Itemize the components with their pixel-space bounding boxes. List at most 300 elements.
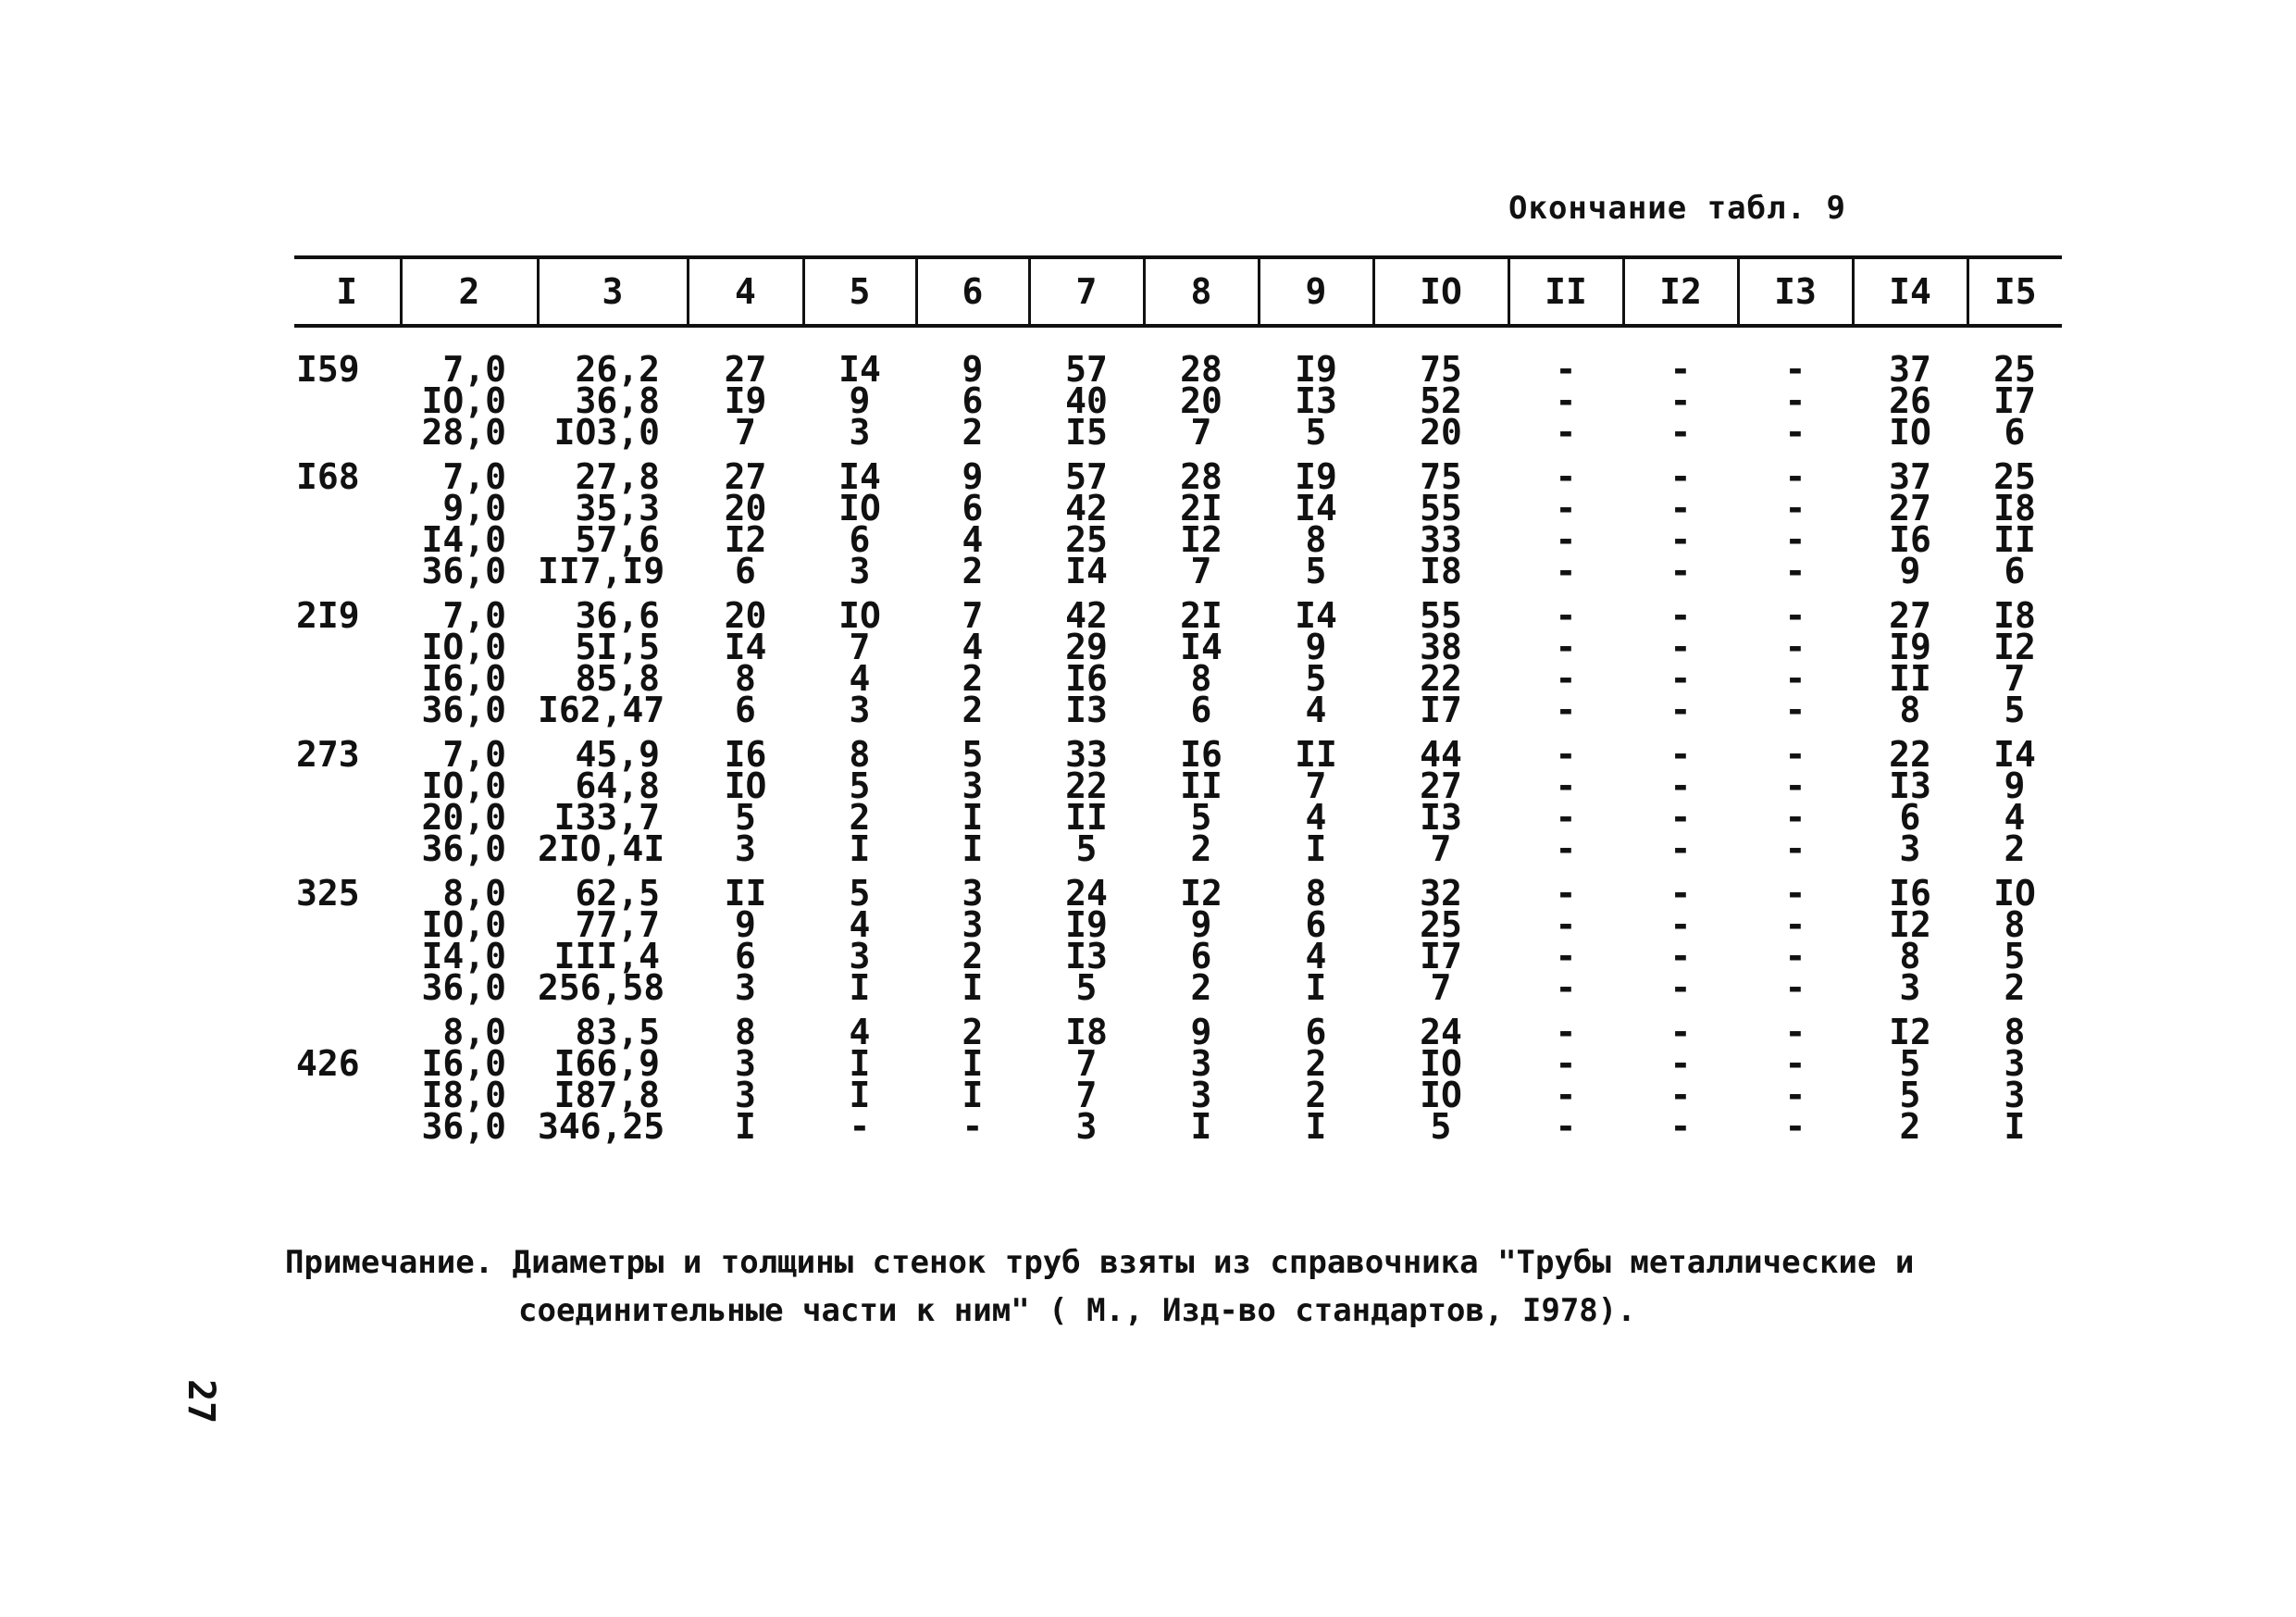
table-cell: [916, 456, 1029, 600]
cell-value: 2I: [1180, 488, 1222, 529]
table-cell: [1259, 326, 1373, 461]
table-cell: [803, 326, 916, 461]
cell-value: I2: [1180, 519, 1222, 560]
cell-value: 9: [1190, 904, 1212, 945]
cell-value: 3: [962, 873, 984, 914]
cell-value: 3: [849, 412, 871, 453]
table-cell: [688, 873, 803, 1016]
table-cell: [401, 326, 538, 461]
table-header-row: [294, 257, 2062, 326]
cell-value: IO: [1993, 873, 2036, 914]
row-label: 426: [296, 1043, 360, 1084]
table-cell: [401, 873, 538, 1016]
cell-value: -: [1555, 456, 1577, 497]
cell-value: 256,58: [538, 967, 665, 1008]
table-cell: [1373, 734, 1508, 877]
cell-value: 22: [1420, 658, 1462, 699]
cell-value: I: [962, 797, 984, 838]
table-cell: [688, 456, 803, 600]
row-label-cell: [294, 873, 401, 1016]
cell-value: 26,2: [575, 349, 660, 390]
table-cell: [1373, 595, 1508, 739]
cell-value: I: [1305, 828, 1327, 869]
cell-value: 27: [1420, 765, 1462, 806]
cell-value: -: [1555, 519, 1577, 560]
cell-value: 40: [1065, 380, 1108, 421]
row-label-cell: [294, 595, 401, 739]
cell-value: I9: [1295, 456, 1337, 497]
table-cell: [1259, 456, 1373, 600]
table-cell: [1853, 456, 1967, 600]
table-cell: [916, 1012, 1029, 1155]
cell-value: 7: [1430, 967, 1452, 1008]
cell-value: 5: [1899, 1043, 1921, 1084]
table-cell: [1144, 1012, 1259, 1155]
table-cell: [1853, 1012, 1967, 1155]
cell-value: 6: [735, 936, 756, 976]
cell-value: 28,0: [421, 412, 506, 453]
cell-value: 5I,5: [575, 627, 660, 667]
cell-value: I9: [1889, 627, 1931, 667]
table-cell: [401, 595, 538, 739]
cell-value: -: [1669, 1075, 1692, 1115]
cell-value: IO,0: [421, 765, 506, 806]
cell-value: -: [1669, 412, 1692, 453]
cell-value: 4: [1305, 797, 1327, 838]
column-header-1: I: [336, 271, 358, 312]
cell-value: I6: [1889, 873, 1931, 914]
cell-value: -: [1669, 595, 1692, 636]
cell-value: IO,0: [421, 627, 506, 667]
table-cell: [1738, 456, 1853, 600]
cell-value: 6: [962, 380, 984, 421]
note-line-2: соединительные части к ним" ( М., Изд-во стандартов, I978).: [518, 1292, 1636, 1329]
cell-value: 6: [962, 488, 984, 529]
table-cell: [1508, 873, 1623, 1016]
table-row: [294, 877, 2062, 1016]
cell-value: 6: [735, 551, 756, 591]
cell-value: 5: [1899, 1075, 1921, 1115]
cell-value: 35,3: [575, 488, 660, 529]
cell-value: 2: [962, 936, 984, 976]
table-cell: [1738, 1012, 1853, 1155]
cell-value: I7: [1420, 690, 1462, 730]
cell-value: 6: [1305, 904, 1327, 945]
cell-value: 9: [1305, 627, 1327, 667]
cell-value: 3: [849, 936, 871, 976]
table-cell: [1508, 1012, 1623, 1155]
table-cell: [1029, 326, 1144, 461]
cell-value: I6,0: [421, 658, 506, 699]
cell-value: IO: [838, 488, 881, 529]
cell-value: -: [1784, 765, 1806, 806]
cell-value: 5: [849, 765, 871, 806]
cell-value: -: [1669, 904, 1692, 945]
cell-value: I4: [1065, 551, 1108, 591]
cell-value: -: [1555, 734, 1577, 775]
cell-value: -: [1555, 1075, 1577, 1115]
cell-value: I6: [1065, 658, 1108, 699]
cell-value: I3: [1065, 690, 1108, 730]
page-number: 27: [180, 1379, 222, 1424]
cell-value: 57: [1065, 349, 1108, 390]
table-cell: [1029, 1012, 1144, 1155]
cell-value: 64,8: [575, 765, 660, 806]
row-label: I68: [296, 456, 360, 497]
cell-value: 26: [1889, 380, 1931, 421]
cell-value: 8: [1305, 873, 1327, 914]
row-label-cell: [294, 734, 401, 877]
cell-value: 9: [2004, 765, 2026, 806]
table-cell: [1029, 734, 1144, 877]
cell-value: II: [1889, 658, 1931, 699]
cell-value: 36,6: [575, 595, 660, 636]
cell-value: -: [1555, 627, 1577, 667]
table-row: [294, 739, 2062, 877]
table-body: [294, 326, 2062, 1155]
cell-value: 36,8: [575, 380, 660, 421]
column-header-10: IO: [1373, 257, 1508, 326]
cell-value: 57,6: [575, 519, 660, 560]
cell-value: 38: [1420, 627, 1462, 667]
cell-value: I4: [1180, 627, 1222, 667]
cell-value: I6: [1180, 734, 1222, 775]
column-header-13: I3: [1738, 257, 1853, 326]
cell-value: 44: [1420, 734, 1462, 775]
cell-value: I4: [1295, 488, 1337, 529]
cell-value: -: [1555, 488, 1577, 529]
cell-value: I: [962, 1043, 984, 1084]
cell-value: 5: [962, 734, 984, 775]
cell-value: I4,0: [421, 519, 506, 560]
table-cell: [1144, 326, 1259, 461]
table-cell: [1967, 873, 2062, 1016]
cell-value: I9: [1065, 904, 1108, 945]
cell-value: -: [1669, 519, 1692, 560]
cell-value: 2: [1305, 1075, 1327, 1115]
cell-value: 7: [1305, 765, 1327, 806]
cell-value: 7,0: [442, 349, 506, 390]
row-label: 2I9: [296, 595, 360, 636]
column-header-7: 7: [1029, 257, 1144, 326]
cell-value: IO: [838, 595, 881, 636]
cell-value: -: [1784, 456, 1806, 497]
cell-value: 8: [849, 734, 871, 775]
cell-value: 32: [1420, 873, 1462, 914]
cell-value: I9: [1295, 349, 1337, 390]
cell-value: 3: [735, 967, 756, 1008]
row-label: I59: [296, 349, 360, 390]
cell-value: IO: [1420, 1043, 1462, 1084]
cell-value: 3: [735, 1075, 756, 1115]
table-cell: [1853, 595, 1967, 739]
cell-value: -: [1555, 1106, 1577, 1147]
cell-value: 6: [1190, 936, 1212, 976]
cell-value: II: [1993, 519, 2036, 560]
cell-value: 7,0: [442, 595, 506, 636]
row-label-cell: [294, 326, 401, 461]
cell-value: IO,0: [421, 380, 506, 421]
cell-value: 5: [1305, 551, 1327, 591]
cell-value: 3: [1190, 1043, 1212, 1084]
column-header-14: I4: [1853, 257, 1967, 326]
cell-value: 27,8: [575, 456, 660, 497]
row-label-cell: [294, 1016, 401, 1155]
cell-value: -: [1784, 380, 1806, 421]
table-cell: [1144, 873, 1259, 1016]
table-cell: [1853, 734, 1967, 877]
cell-value: 5: [1190, 797, 1212, 838]
cell-value: 3: [735, 1043, 756, 1084]
cell-value: 4: [962, 627, 984, 667]
cell-value: 20: [1180, 380, 1222, 421]
table-cell: [1967, 326, 2062, 461]
cell-value: 7: [1075, 1075, 1098, 1115]
cell-value: I4: [838, 349, 881, 390]
cell-value: 57: [1065, 456, 1108, 497]
cell-value: 6: [735, 690, 756, 730]
cell-value: -: [1784, 690, 1806, 730]
cell-value: -: [1784, 1106, 1806, 1147]
cell-value: -: [1669, 797, 1692, 838]
cell-value: 3: [1075, 1106, 1098, 1147]
cell-value: 3: [2004, 1075, 2026, 1115]
table-cell: [1144, 595, 1259, 739]
cell-value: 8: [735, 1012, 756, 1052]
table-cell: [1623, 873, 1738, 1016]
table-cell: [803, 734, 916, 877]
cell-value: 9: [962, 456, 984, 497]
table-cell: [1853, 873, 1967, 1016]
cell-value: -: [1555, 551, 1577, 591]
table-cell: [1967, 734, 2062, 877]
cell-value: I: [962, 828, 984, 869]
cell-value: I2: [1180, 873, 1222, 914]
cell-value: I5: [1065, 412, 1108, 453]
cell-value: 3: [735, 828, 756, 869]
cell-value: I2: [1889, 904, 1931, 945]
cell-value: 4: [849, 904, 871, 945]
cell-value: -: [1555, 690, 1577, 730]
cell-value: III,4: [553, 936, 660, 976]
table-cell: [803, 456, 916, 600]
cell-value: I3: [1889, 765, 1931, 806]
cell-value: I6: [724, 734, 767, 775]
table-cell: [688, 1012, 803, 1155]
cell-value: 8: [2004, 1012, 2026, 1052]
cell-value: I2: [724, 519, 767, 560]
cell-value: 36,0: [421, 967, 506, 1008]
cell-value: 8: [1305, 519, 1327, 560]
column-header-9: 9: [1259, 257, 1373, 326]
table-cell: [538, 734, 688, 877]
cell-value: 27: [1889, 595, 1931, 636]
cell-value: 27: [724, 456, 767, 497]
cell-value: 2: [2004, 967, 2026, 1008]
cell-value: I3: [1295, 380, 1337, 421]
cell-value: I3: [1065, 936, 1108, 976]
cell-value: I4: [1295, 595, 1337, 636]
cell-value: I8: [1993, 488, 2036, 529]
row-label-cell: [294, 456, 401, 600]
table-cell: [538, 595, 688, 739]
table-cell: [688, 734, 803, 877]
cell-value: I4: [1993, 734, 2036, 775]
cell-value: 3: [849, 551, 871, 591]
column-header-8: 8: [1144, 257, 1259, 326]
cell-value: 33: [1065, 734, 1108, 775]
cell-value: -: [1555, 797, 1577, 838]
cell-value: 7: [1430, 828, 1452, 869]
cell-value: 4: [849, 658, 871, 699]
table-row: [294, 326, 2062, 461]
cell-value: 83,5: [575, 1012, 660, 1052]
cell-value: 7: [1190, 551, 1212, 591]
cell-value: 6: [1305, 1012, 1327, 1052]
cell-value: -: [1669, 765, 1692, 806]
cell-value: IO: [1420, 1075, 1462, 1115]
cell-value: I: [735, 1106, 756, 1147]
cell-value: 346,25: [538, 1106, 665, 1147]
cell-value: 75: [1420, 349, 1462, 390]
cell-value: -: [1669, 349, 1692, 390]
column-header-4: 4: [688, 257, 803, 326]
cell-value: 3: [1899, 967, 1921, 1008]
cell-value: 7: [849, 627, 871, 667]
cell-value: 8: [1899, 690, 1921, 730]
cell-value: I4: [838, 456, 881, 497]
table-cell: [1508, 456, 1623, 600]
table-cell: [916, 873, 1029, 1016]
cell-value: 27: [1889, 488, 1931, 529]
cell-value: 77,7: [575, 904, 660, 945]
cell-value: 52: [1420, 380, 1462, 421]
cell-value: I6,0: [421, 1043, 506, 1084]
table-cell: [1853, 326, 1967, 461]
cell-value: -: [1784, 797, 1806, 838]
cell-value: 2: [1190, 967, 1212, 1008]
cell-value: 55: [1420, 595, 1462, 636]
cell-value: 8,0: [442, 873, 506, 914]
cell-value: IO3,0: [553, 412, 660, 453]
cell-value: 9: [735, 904, 756, 945]
cell-value: -: [1669, 828, 1692, 869]
cell-value: I7: [1993, 380, 2036, 421]
cell-value: I: [849, 1043, 871, 1084]
cell-value: 29: [1065, 627, 1108, 667]
cell-value: 5: [1430, 1106, 1452, 1147]
cell-value: 3: [2004, 1043, 2026, 1084]
cell-value: -: [1784, 734, 1806, 775]
table-cell: [1373, 326, 1508, 461]
cell-value: 2: [962, 658, 984, 699]
cell-value: I62,47: [538, 690, 665, 730]
cell-value: -: [1555, 904, 1577, 945]
cell-value: 4: [1305, 936, 1327, 976]
table-cell: [538, 326, 688, 461]
cell-value: II: [1065, 797, 1108, 838]
cell-value: 2: [1190, 828, 1212, 869]
cell-value: 22: [1065, 765, 1108, 806]
cell-value: -: [1669, 658, 1692, 699]
cell-value: -: [1784, 488, 1806, 529]
cell-value: 5: [1305, 658, 1327, 699]
cell-value: -: [1669, 1043, 1692, 1084]
cell-value: I: [849, 1075, 871, 1115]
cell-value: -: [1669, 734, 1692, 775]
cell-value: -: [1784, 412, 1806, 453]
cell-value: -: [1669, 456, 1692, 497]
cell-value: -: [1555, 595, 1577, 636]
cell-value: II: [1295, 734, 1337, 775]
cell-value: I: [1305, 1106, 1327, 1147]
table-cell: [803, 1012, 916, 1155]
cell-value: 8: [735, 658, 756, 699]
cell-value: -: [1555, 658, 1577, 699]
cell-value: 2: [962, 551, 984, 591]
cell-value: 9,0: [442, 488, 506, 529]
cell-value: 9: [1899, 551, 1921, 591]
cell-value: -: [1784, 1012, 1806, 1052]
table-cell: [1738, 595, 1853, 739]
table-cell: [916, 734, 1029, 877]
pipe-data-table: [294, 255, 2062, 1155]
cell-value: 3: [849, 690, 871, 730]
cell-value: 36,0: [421, 1106, 506, 1147]
table-cell: [1373, 873, 1508, 1016]
cell-value: -: [1784, 828, 1806, 869]
cell-value: I4: [724, 627, 767, 667]
cell-value: 8,0: [442, 1012, 506, 1052]
table-cell: [538, 873, 688, 1016]
cell-value: I3: [1420, 797, 1462, 838]
cell-value: 9: [962, 349, 984, 390]
note-line-1: Примечание. Диаметры и толщины стенок труб взяты из справочника "Трубы металлические и: [285, 1244, 1915, 1281]
table-cell: [401, 456, 538, 600]
cell-value: 4: [1305, 690, 1327, 730]
table-note: [285, 1238, 2043, 1335]
table-row: [294, 461, 2062, 600]
cell-value: 5: [1075, 828, 1098, 869]
cell-value: 20: [724, 595, 767, 636]
cell-value: -: [1784, 658, 1806, 699]
cell-value: 7,0: [442, 734, 506, 775]
cell-value: 2: [1899, 1106, 1921, 1147]
cell-value: 6: [1190, 690, 1212, 730]
cell-value: 4: [849, 1012, 871, 1052]
cell-value: I: [849, 828, 871, 869]
cell-value: -: [1555, 412, 1577, 453]
cell-value: 5: [735, 797, 756, 838]
cell-value: -: [1669, 551, 1692, 591]
cell-value: 5: [1075, 967, 1098, 1008]
table-cell: [1508, 734, 1623, 877]
cell-value: 2: [849, 797, 871, 838]
cell-value: 3: [962, 765, 984, 806]
table-cell: [1029, 595, 1144, 739]
table-cell: [401, 1012, 538, 1155]
table-cell: [1144, 734, 1259, 877]
column-header-5: 5: [803, 257, 916, 326]
cell-value: I2: [1993, 627, 2036, 667]
table-cell: [538, 1012, 688, 1155]
row-label: 273: [296, 734, 360, 775]
table-cell: [1738, 734, 1853, 877]
cell-value: I: [962, 967, 984, 1008]
cell-value: I9: [724, 380, 767, 421]
cell-value: -: [962, 1106, 984, 1147]
cell-value: -: [1784, 904, 1806, 945]
